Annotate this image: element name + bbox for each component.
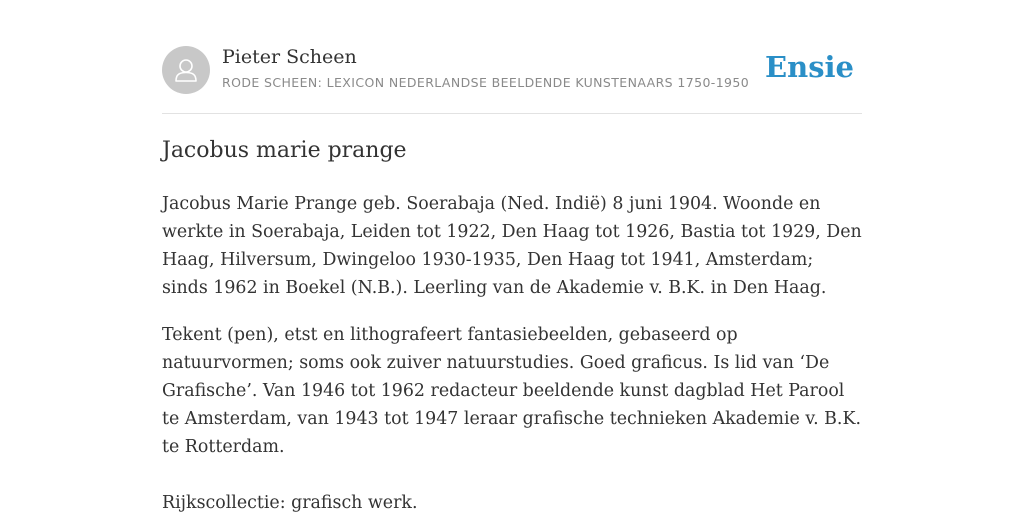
header-divider xyxy=(162,113,862,114)
article-header xyxy=(162,46,862,96)
author-name[interactable]: Pieter Scheen xyxy=(222,46,357,68)
user-icon xyxy=(162,46,210,94)
article-title: Jacobus marie prange xyxy=(162,138,407,163)
article-paragraph: Rijkscollectie: grafisch werk. xyxy=(162,493,418,512)
article-paragraph: Jacobus Marie Prange geb. Soerabaja (Ned. Indië) 8 juni 1904. Woonde en werkte in Soerabaja, Leiden tot 1922, Den Haag tot 1926, Bastia tot 1929, Den Haag, Hilversum, Dwingeloo 1930-1935, Den Haag tot 1941, Amsterdam; sinds 1962 in Boekel (N.B.). Leerling van de Akademie v. B.K. in Den Haag. xyxy=(162,194,862,298)
article-body xyxy=(162,190,862,512)
source-name[interactable]: RODE SCHEEN: LEXICON NEDERLANDSE BEELDENDE KUNSTENAARS 1750-1950 xyxy=(222,75,750,90)
ensie-logo[interactable]: Ensie xyxy=(765,50,854,84)
author-avatar[interactable] xyxy=(162,46,210,94)
article-paragraph: Tekent (pen), etst en lithografeert fantasiebeelden, gebaseerd op natuurvormen; soms ook zuiver natuurstudies. Goed graficus. Is lid van ‘De Grafische’. Van 1946 tot 1962 redacteur beeldende kunst dagblad Het Parool te Amsterdam, van 1943 tot 1947 leraar grafische technieken Akademie v. B.K. te Rotterdam. xyxy=(162,325,861,457)
